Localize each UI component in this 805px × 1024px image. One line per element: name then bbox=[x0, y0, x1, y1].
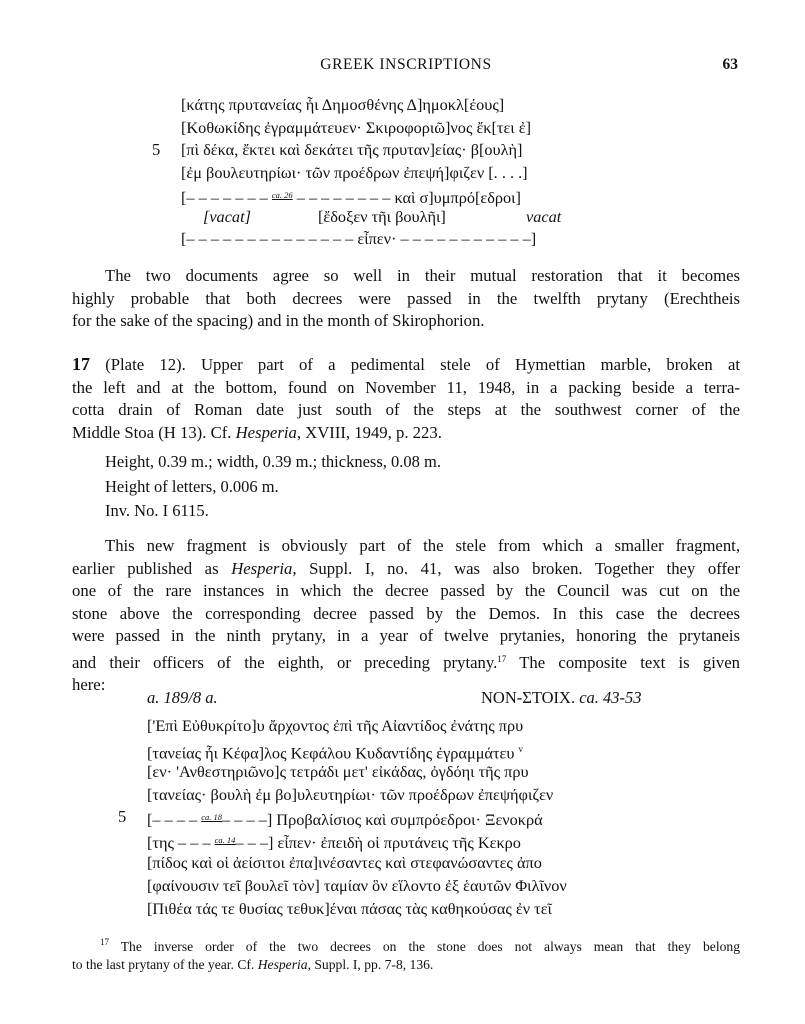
inscription-line: [Πιθέα τάς τε θυσίας τεθυκ]έναι πάσας τὰς καθηκούσας ἐν τεῖ bbox=[147, 899, 552, 918]
inscription-line: [εν· 'Ανθεστηριῶνο]ς τετράδι μετ' εἰκάδας, ὀγδόηι τῆς πρυ bbox=[147, 762, 529, 781]
inscription-line: [τανείας ἧι Κέφα]λος Κεφάλου Κυδαντίδης ἐγραμμάτευ $^v$ bbox=[147, 743, 523, 763]
text-line: earlier published as Hesperia, Suppl. I, no. 41, was also broken. Together they offer bbox=[72, 558, 740, 578]
inscription-line: [Κοθωκίδης ἐγραμμάτευεν· Σκιροφοριῶ]νος ἔκ[τει ἐ] bbox=[181, 118, 532, 137]
entry-17-description bbox=[72, 353, 740, 444]
footnote bbox=[72, 934, 740, 973]
inscription-line: [πίδος καὶ οἱ ἀείσιτοι ἐπα]ινέσαντες καὶ στεφανώσαντες ἀπο bbox=[147, 853, 542, 872]
vacat-left: [vacat] bbox=[203, 207, 251, 226]
inventory-number: Inv. No. I 6115. bbox=[105, 501, 209, 520]
text-line: 17 (Plate 12). Upper part of a pedimental stele of Hymettian marble, broken at bbox=[72, 354, 740, 374]
measurements bbox=[105, 450, 441, 524]
measurement-letters: Height of letters, 0.006 m. bbox=[105, 476, 279, 496]
text-line: cotta drain of Roman date just south of the steps at the southwest corner of the bbox=[72, 400, 740, 419]
running-header bbox=[72, 56, 740, 78]
text-line: The two documents agree so well in their mutual restoration that it becomes bbox=[105, 266, 740, 285]
text-line: here: bbox=[72, 675, 106, 694]
line-number: 5 bbox=[118, 807, 127, 826]
inscription-line-lacuna: [– – – – $^{ca. 18}$– – – –] Προβαλίσιος καὶ συμπρόεδροι· Ξενοκρά bbox=[147, 810, 543, 829]
inscription-line: [ἐμ βουλευτηρίωι· τῶν προέδρων ἐπεψή]φιζεν [. . . .] bbox=[181, 163, 528, 182]
text-line: highly probable that both decrees were passed in the twelfth prytany (Erechtheis bbox=[72, 288, 740, 308]
inscription-date: a. 189/8 a. bbox=[147, 688, 218, 707]
inscription-line: [τανείας· βουλὴ ἐμ βο]υλευτηρίωι· τῶν προέδρων ἐπεψήφιζεν bbox=[147, 785, 554, 804]
footnote-line: to the last prytany of the year. Cf. Hesperia, Suppl. I, pp. 7-8, 136. bbox=[72, 956, 434, 972]
ca-label: ca. 18 bbox=[201, 812, 223, 822]
vacat-mark: v bbox=[518, 744, 523, 754]
text-line: This new fragment is obviously part of the stele from which a smaller fragment, bbox=[105, 536, 740, 555]
inscription-line: ['Επὶ Εὐθυκρίτο]υ ἄρχοντος ἐπὶ τῆς Αἰαντίδος ἐνάτης πρυ bbox=[147, 716, 524, 735]
text-line: stone above the corresponding decree passed by the Demos. In this case the decrees bbox=[72, 603, 740, 623]
inscription-style: NON-ΣΤΟΙΧ. ca. 43-53 bbox=[481, 688, 642, 707]
inscription-line: [φαίνουσιν τεῖ βουλεῖ τὸν] ταμίαν ὃν εἵλοντο ἐξ ἑαυτῶν Φιλῖνον bbox=[147, 876, 567, 895]
text-line: for the sake of the spacing) and in the month of Skirophorion. bbox=[72, 311, 485, 330]
footnote-number: 17 bbox=[100, 937, 109, 947]
inscription-line: [κάτης πρυτανείας ἧι Δημοσθένης Δ]ημοκλ[έους] bbox=[181, 95, 505, 114]
ca-label: ca. 26 bbox=[271, 190, 293, 200]
running-title: GREEK INSCRIPTIONS bbox=[320, 56, 492, 73]
resolution-formula: [ἔδοξεν τῆι βουλῆι] bbox=[318, 207, 446, 226]
entry-number: 17 bbox=[72, 354, 90, 374]
page-number: 63 bbox=[722, 56, 738, 73]
journal-title: Hesperia bbox=[231, 558, 293, 578]
vacat-right: vacat bbox=[526, 207, 562, 226]
paragraph-new-fragment bbox=[72, 535, 740, 697]
footnote-line: $^{17}$ The inverse order of the two decrees on the stone does not always mean that they belong bbox=[100, 937, 740, 954]
journal-title: Hesperia bbox=[235, 422, 297, 442]
paragraph-restoration bbox=[72, 265, 740, 333]
footnote-ref: 17 bbox=[497, 653, 507, 664]
inscription-line-lacuna: [της – – – $^{ca. 14}$– – –] εἶπεν· ἐπειδὴ οἱ πρυτάνεις τῆς Κεκρο bbox=[147, 833, 521, 852]
text-line: the left and at the bottom, found on November 11, 1948, in a packing beside a terra- bbox=[72, 377, 740, 397]
text-line: one of the rare instances in which the decree passed by the Council was cut on the bbox=[72, 581, 740, 600]
inscription-line: [– – – – – – – – – – – – – – εἶπεν· – – – – – – – – – – –] bbox=[181, 229, 537, 248]
lacuna-dashes: [– – – – – – – bbox=[181, 188, 272, 207]
text-line: and their officers of the eighth, or preceding prytany.$^{17}$ The composite text is given bbox=[72, 652, 740, 672]
text-line: were passed in the ninth prytany, in a year of twelve prytanies, honoring the prytaneis bbox=[72, 626, 740, 645]
line-number: 5 bbox=[152, 140, 161, 159]
inscription-text: – – – – – – – – καὶ σ]υμπρό[εδροι] bbox=[292, 188, 521, 207]
text-line: Middle Stoa (H 13). Cf. Hesperia, XVIII, 1949, p. 223. bbox=[72, 422, 442, 442]
measurement-dimensions: Height, 0.39 m.; width, 0.39 m.; thickness, 0.08 m. bbox=[105, 452, 441, 471]
inscription-line: [πὶ δέκα, ἔκτει καὶ δεκάτει τῆς πρυταν]είας· β[ουλὴ] bbox=[181, 140, 523, 159]
journal-title: Hesperia bbox=[257, 956, 308, 972]
ca-label: ca. 14 bbox=[214, 835, 236, 845]
inscription-line-lacuna bbox=[181, 185, 521, 208]
